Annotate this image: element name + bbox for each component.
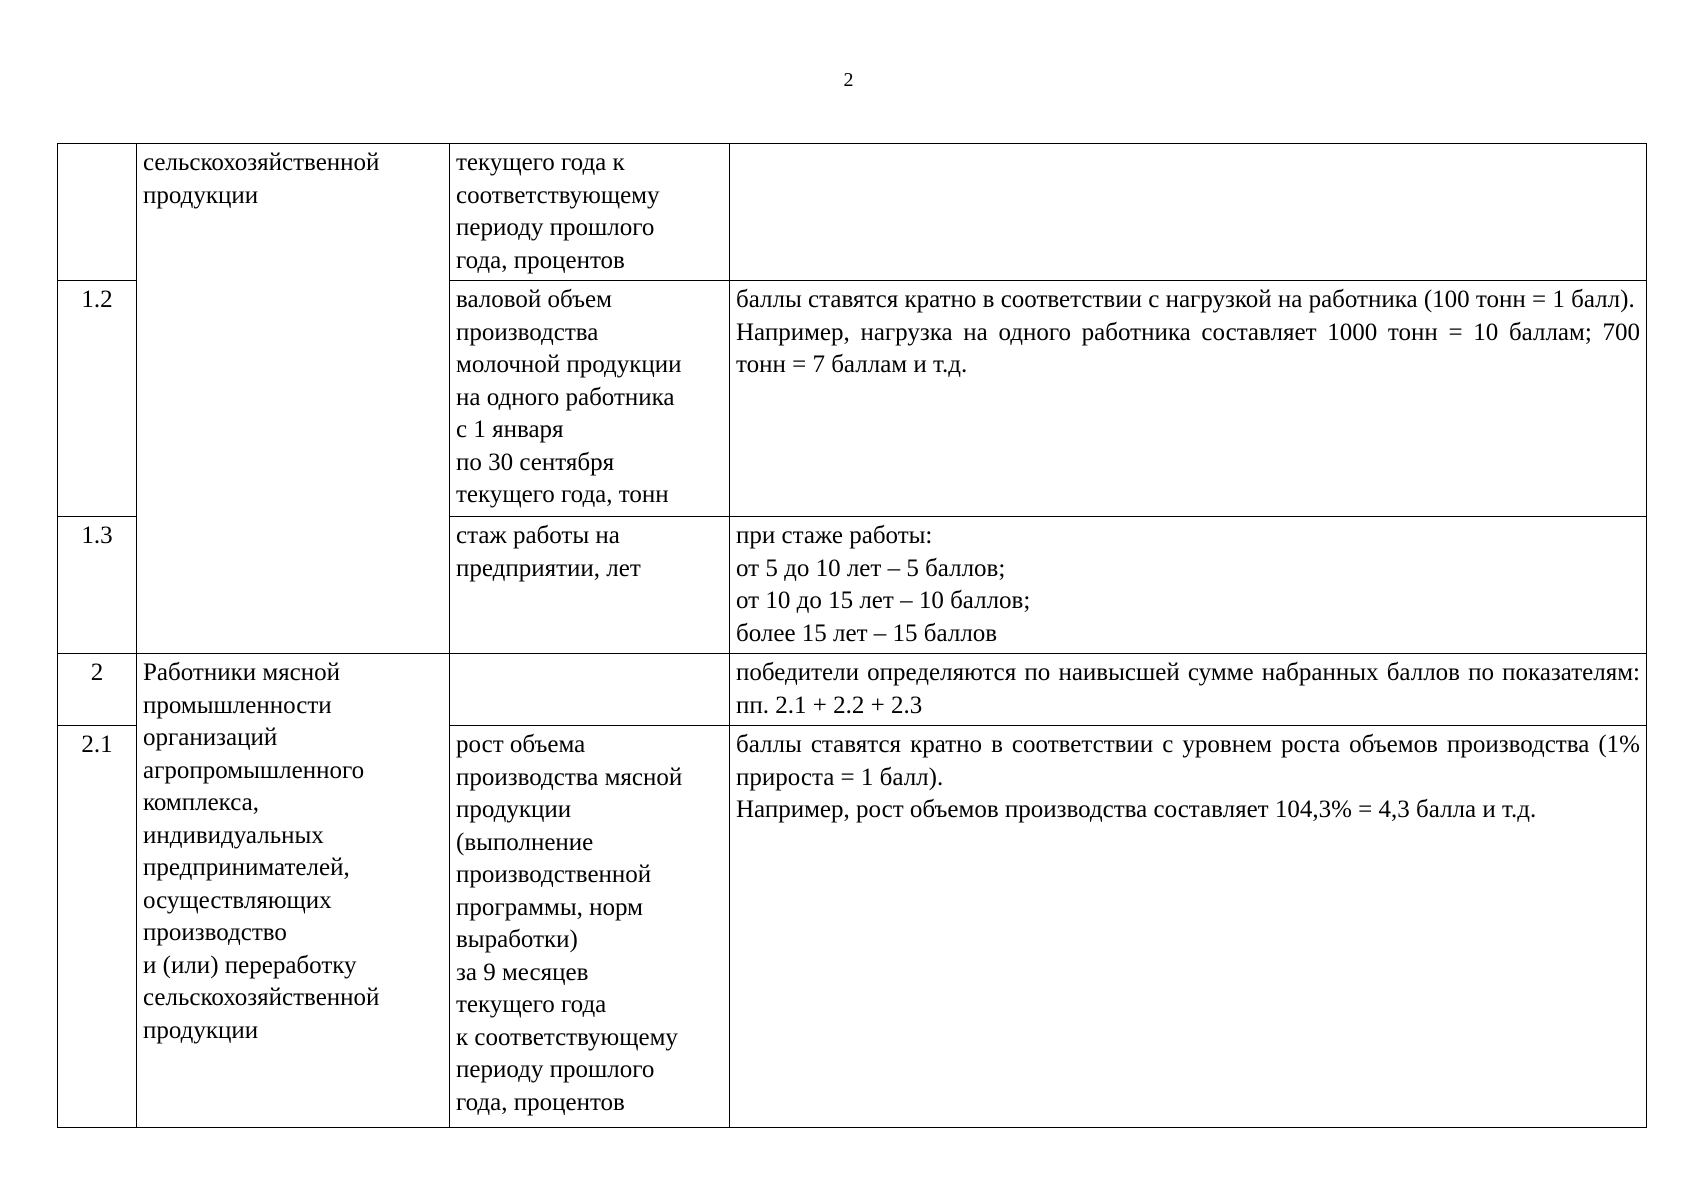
- indicator-cell: [450, 517, 730, 654]
- indicator-line: на одного работника: [456, 383, 675, 411]
- indicator-line: соответствующему: [456, 181, 660, 209]
- criteria-paragraph: победители определяются по наивысшей сумме набранных баллов по показателям: пп. 2.1 + 2.2 + 2.3: [736, 659, 1640, 719]
- indicator-line: с 1 января: [456, 416, 564, 443]
- criteria-cell: [730, 517, 1647, 654]
- criteria-paragraph: Например, нагрузка на одного работника составляет 1000 тонн = 10 баллам; 700 тонн = 7 баллам и т.д.: [736, 318, 1640, 378]
- table-row-2: [58, 654, 1647, 726]
- criteria-cell: [730, 726, 1647, 1128]
- indicator-cell: [450, 654, 730, 726]
- indicator-line: (выполнение: [456, 828, 594, 856]
- category-line: осуществляющих: [143, 886, 332, 914]
- category-line: организаций: [143, 724, 278, 751]
- category-line: продукции: [143, 1016, 259, 1044]
- criteria-line: при стаже работы:: [736, 522, 933, 549]
- indicator-line: выработки): [456, 926, 578, 953]
- category-line: индивидуальных: [143, 821, 324, 849]
- indicator-line: производственной: [456, 861, 652, 888]
- category-line: агропромышленного: [143, 756, 365, 784]
- indicator-line: валовой объем: [456, 286, 612, 313]
- indicator-line: предприятии, лет: [456, 554, 641, 582]
- indicator-line: текущего года: [456, 991, 607, 1018]
- category-line: сельскохозяйственной: [143, 984, 380, 1011]
- indicator-line: программы, норм: [456, 893, 643, 921]
- category-line: Работники мясной: [143, 659, 341, 686]
- criteria-line: от 10 до 15 лет – 10 баллов;: [736, 587, 1031, 614]
- criteria-table: [57, 143, 1647, 1128]
- row-number-cell: 2.1: [58, 726, 137, 1128]
- table-row-continuation: [58, 144, 1647, 281]
- indicator-line: года, процентов: [456, 246, 625, 274]
- indicator-line: продукции: [456, 796, 572, 823]
- indicator-line: по 30 сентября: [456, 448, 615, 476]
- category-line: и (или) переработку: [143, 951, 357, 979]
- category-line: сельскохозяйственной: [143, 149, 380, 176]
- category-line: продукции: [143, 181, 259, 209]
- category-line: предпринимателей,: [143, 854, 350, 881]
- indicator-line: стаж работы на: [456, 522, 620, 549]
- criteria-paragraph: баллы ставятся кратно в соответствии с уровнем роста объемов производства (1% прироста = 1 балл).: [736, 731, 1640, 791]
- indicator-cell: [450, 144, 730, 281]
- indicator-line: года, процентов: [456, 1088, 625, 1116]
- indicator-cell: [450, 726, 730, 1128]
- criteria-cell: [730, 281, 1647, 517]
- indicator-line: к соответствующему: [456, 1023, 678, 1051]
- criteria-line: более 15 лет – 15 баллов: [736, 619, 998, 647]
- row-number-cell: 1.2: [58, 281, 137, 517]
- indicator-line: производства: [456, 318, 599, 346]
- row-number-cell: 1.3: [58, 517, 137, 654]
- indicator-line: периоду прошлого: [456, 1056, 655, 1083]
- indicator-line: за 9 месяцев: [456, 958, 589, 986]
- row-number-cell: 2: [58, 654, 137, 726]
- criteria-paragraph: баллы ставятся кратно в соответствии с нагрузкой на работника (100 тонн = 1 балл).: [736, 286, 1635, 313]
- indicator-line: молочной продукции: [456, 351, 682, 378]
- criteria-line: от 5 до 10 лет – 5 баллов;: [736, 554, 1006, 582]
- indicator-line: рост объема: [456, 731, 586, 758]
- category-line: производство: [143, 919, 287, 946]
- category-line: промышленности: [143, 691, 332, 719]
- indicator-cell: [450, 281, 730, 517]
- indicator-line: текущего года, тонн: [456, 481, 669, 508]
- criteria-cell: [730, 144, 1647, 281]
- indicator-line: периоду прошлого: [456, 214, 655, 241]
- page-number: 2: [843, 69, 854, 91]
- category-cell-2: [137, 654, 450, 1128]
- category-line: комплекса,: [143, 789, 259, 816]
- criteria-paragraph: Например, рост объемов производства составляет 104,3% = 4,3 балла и т.д.: [736, 796, 1537, 823]
- row-number-cell: [58, 144, 137, 281]
- indicator-line: текущего года к: [456, 149, 625, 176]
- category-cell-1: [137, 144, 450, 654]
- criteria-cell: [730, 654, 1647, 726]
- indicator-line: производства мясной: [456, 763, 683, 791]
